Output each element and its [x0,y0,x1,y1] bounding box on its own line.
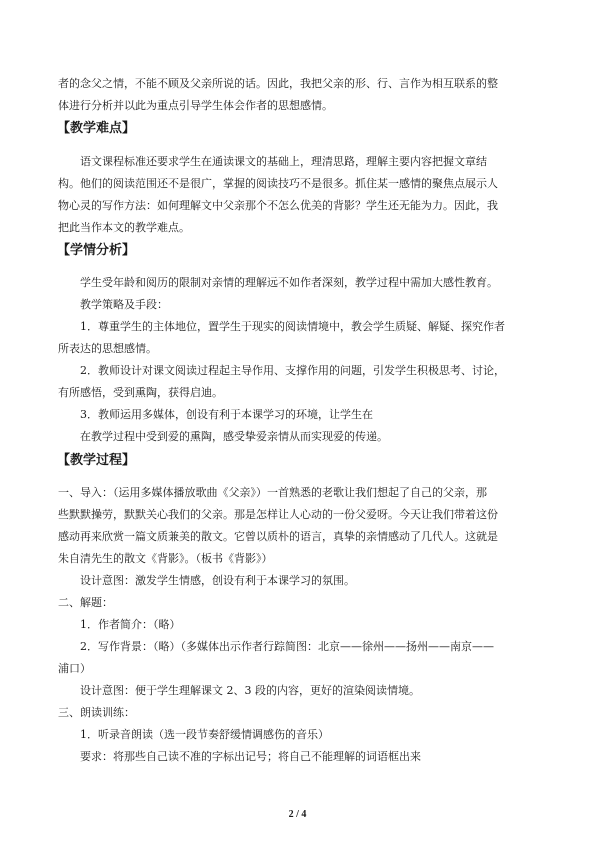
list-item-line: 所表达的思想感情。 [58,342,157,355]
list-item-line: 2．写作背景：（略）（多媒体出示作者行踪简图：北京——徐州——扬州——南京—— [80,640,494,653]
heading-teaching-difficulty: 【教学难点】 [57,121,136,136]
paragraph-line: 者的念父之情，不能不顾及父亲所说的话。因此，我把父亲的形、行、言作为相互联系的整 [58,77,498,90]
paragraph-line: 把此当作本文的教学难点。 [58,221,190,234]
paragraph-line: 在教学过程中受到爱的熏陶，感受挚爱亲情从而实现爱的传递。 [80,430,388,443]
paragraph-line: 教学策略及手段： [80,298,168,311]
paragraph-line: 朱自清先生的散文《背影》。（板书《背影》） [58,552,273,565]
list-item-line: 2．教师设计对课文阅读过程起主导作用、支撑作用的问题，引发学生积极思考、讨论， [80,364,505,377]
paragraph-line: 三、朗读训练： [58,706,135,719]
paragraph-line: 二、解题： [58,596,113,609]
paragraph-line: 感动再来欣赏一篇文质兼美的散文。它曾以质朴的语言，真挚的亲情感动了几代人。这就是 [58,530,498,543]
list-item-line: 3．教师运用多媒体，创设有利于本课学习的环境，让学生在 [80,408,373,421]
page-number: 2 / 4 [288,809,307,820]
paragraph-line: 要求：将那些自己读不准的字标出记号；将自己不能理解的词语框出来 [80,750,421,763]
list-item-line: 1．听录音朗读（选一段节奏舒缓情调感伤的音乐） [80,728,329,741]
paragraph-line: 语文课程标准还要求学生在通读课文的基础上，理清思路，理解主要内容把握文章结 [80,155,487,168]
list-item-line: 浦口） [58,662,91,675]
paragraph-line: 些默默操劳，默默关心我们的父亲。那是怎样让人心动的一份父爱呀。今天让我们带着这份 [58,508,498,521]
heading-learning-analysis: 【学情分析】 [57,243,136,258]
list-item-line: 有所感悟，受到熏陶，获得启迪。 [58,386,223,399]
paragraph-line: 设计意图：便于学生理解课文 2、3 段的内容，更好的渲染阅读情境。 [80,684,420,697]
paragraph-line: 一、导入：（运用多媒体播放歌曲《父亲》）一首熟悉的老歌让我们想起了自己的父亲，那 [58,486,487,499]
paragraph-line: 体进行分析并以此为重点引导学生体会作者的思想感情。 [58,99,333,112]
list-item-line: 1．尊重学生的主体地位，置学生于现实的阅读情境中，教会学生质疑、解疑、探究作者 [80,320,505,333]
paragraph-line: 物心灵的写作方法：如何理解文中父亲那个不怎么优美的背影？学生还无能为力。因此，我 [58,199,498,212]
paragraph-line: 设计意图：激发学生情感，创设有利于本课学习的氛围。 [80,574,355,587]
paragraph-line: 构。他们的阅读范围还不是很广，掌握的阅读技巧不是很多。抓住某一感情的聚焦点展示人 [58,177,498,190]
paragraph-line: 学生受年龄和阅历的限制对亲情的理解远不如作者深刻，教学过程中需加大感性教育。 [80,276,498,289]
list-item-line: 1．作者简介：（略） [80,618,181,631]
heading-teaching-process: 【教学过程】 [57,453,136,468]
